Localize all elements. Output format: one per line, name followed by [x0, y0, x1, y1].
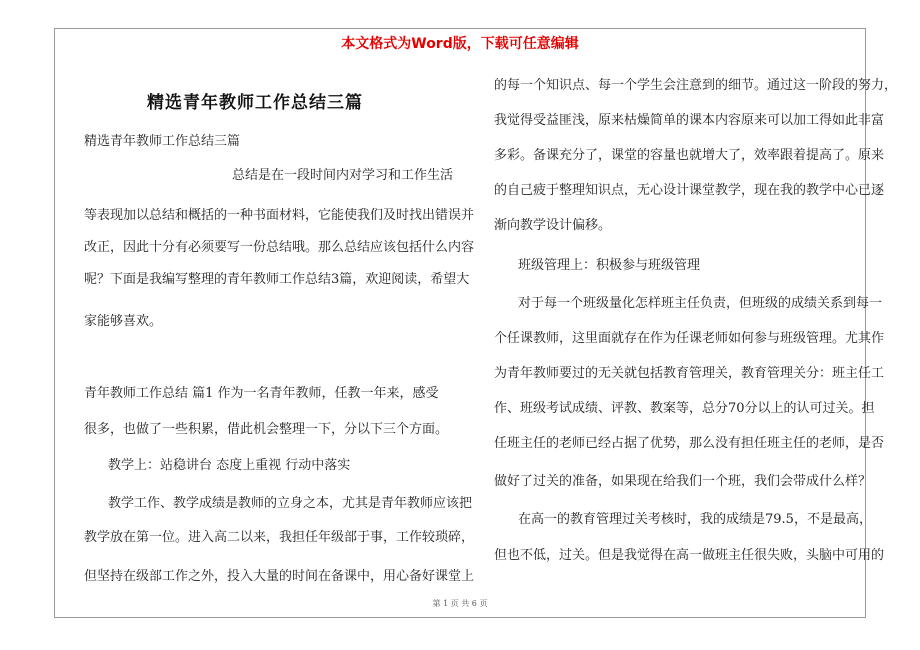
page-number: 第 1 页 共 6 页 — [432, 599, 488, 608]
paragraph-line: 但坚持在级部工作之外，投入大量的时间在备课中，用心备好课堂上 — [84, 569, 475, 584]
paragraph-line: 对于每一个班级量化怎样班主任负责，但班级的成绩关系到每一 — [518, 296, 883, 311]
paragraph-line: 总结是在一段时间内对学习和工作生活 — [232, 168, 454, 183]
paragraph-line: 在高一的教育管理过关考核时，我的成绩是79.5，不是最高， — [518, 512, 872, 527]
paragraph-line: 为青年教师要过的无关就包括教育管理关，教育管理关分：班主任工 — [494, 366, 885, 381]
paragraph-line: 精选青年教师工作总结三篇 — [84, 134, 241, 149]
paragraph-line: 任班主任的老师已经占据了优势，那么没有担任班主任的老师，是否 — [494, 436, 885, 451]
document-title: 精选青年教师工作总结三篇 — [147, 93, 363, 113]
paragraph-line: 的每一个知识点、每一个学生会注意到的细节。通过这一阶段的努力， — [494, 78, 898, 93]
paragraph-line: 但也不低，过关。但是我觉得在高一做班主任很失败，头脑中可用的 — [494, 548, 885, 563]
paragraph-line: 等表现加以总结和概括的一种书面材料，它能使我们及时找出错误并 — [84, 208, 475, 223]
paragraph-line: 做好了过关的准备，如果现在给我们一个班，我们会带成什么样？ — [494, 474, 872, 489]
subheading: 班级管理上：积极参与班级管理 — [518, 258, 701, 273]
paragraph-line: 教学工作、教学成绩是教师的立身之本，尤其是青年教师应该把 — [108, 496, 473, 511]
paragraph-line: 的自己疲于整理知识点，无心设计课堂教学，现在我的教学中心已逐 — [494, 183, 885, 198]
paragraph-line: 渐向教学设计偏移。 — [494, 218, 612, 233]
paragraph-line: 很多，也做了一些积累，借此机会整理一下，分以下三个方面。 — [84, 422, 449, 437]
paragraph-line: 我觉得受益匪浅，原来枯燥简单的课本内容原来可以加工得如此非富 — [494, 113, 885, 128]
subheading: 教学上：站稳讲台 态度上重视 行动中落实 — [108, 458, 351, 473]
paragraph-line: 个任课教师，这里面就存在作为任课老师如何参与班级管理。尤其作 — [494, 331, 885, 346]
section-heading: 青年教师工作总结 篇1 作为一名青年教师，任教一年来，感受 — [84, 386, 439, 401]
paragraph-line: 呢？下面是我编写整理的青年教师工作总结3篇，欢迎阅读，希望大 — [84, 272, 470, 287]
paragraph-line: 改正，因此十分有必须要写一份总结哦。那么总结应该包括什么内容 — [84, 240, 475, 255]
paragraph-line: 家能够喜欢。 — [84, 314, 163, 329]
paragraph-line: 多彩。备课充分了，课堂的容量也就增大了，效率跟着提高了。原来 — [494, 148, 885, 163]
format-banner: 本文格式为Word版，下载可任意编辑 — [341, 36, 579, 52]
paragraph-line: 作、班级考试成绩、评教、教案等，总分70分以上的认可过关。担 — [494, 401, 875, 416]
paragraph-line: 教学放在第一位。进入高二以来，我担任年级部于事，工作较琐碎， — [84, 530, 475, 545]
